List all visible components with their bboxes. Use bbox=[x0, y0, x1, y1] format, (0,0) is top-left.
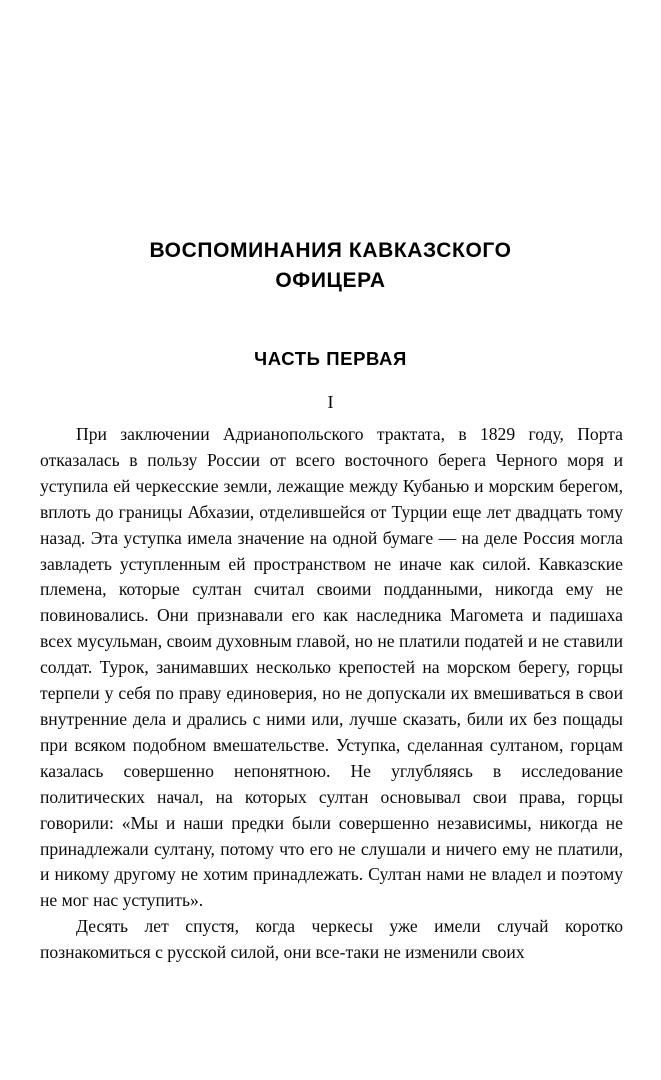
book-title bbox=[0, 0, 661, 296]
paragraph-2: Десять лет спустя, когда черкесы уже имели случай коротко познакомиться с русской силой, они все-таки не изменили своих bbox=[40, 916, 623, 963]
part-heading: ЧАСТЬ ПЕРВАЯ bbox=[254, 348, 407, 369]
chapter-number: I bbox=[327, 392, 334, 412]
body-text bbox=[40, 422, 623, 966]
paragraph-1: При заключении Адрианопольского трактата, в 1829 году, Порта отказалась в пользу России от всего восточного берега Черного моря и уступила ей черкесские земли, лежащие между Кубанью и морским берегом, вплоть до границы Абхазии, отделившейся от Турции еще лет двадцать тому назад. Эта уступка имела значение на одной бумаге — на деле Россия могла завладеть уступленным ей пространством не иначе как силой. Кавказские племена, которые султан считал своими подданными, никогда ему не повиновались. Они признавали его как наследника Магомета и падишаха всех мусульман, своим духовным главой, но не платили податей и не ставили солдат. Турок, занимавших несколько крепостей на морском берегу, горцы терпели у себя по праву единоверия, но не допускали их вмешиваться в свои внутренние дела и дрались с ними или, лучше сказать, били их без пощады при всяком подобном вмешательстве. Уступка, сделанная султаном, горцам казалась совершенно непонятною. Не углубляясь в исследование политических начал, на которых султан основывал свои права, горцы говорили: «Мы и наши предки были совершенно независимы, никогда не принадлежали султану, потому что его не слушали и ничего ему не платили, и никому другому не хотим принадлежать. Султан нами не владел и поэтому не мог нас уступить». bbox=[40, 424, 623, 911]
book-title-line1: ВОСПОМИНАНИЯ КАВКАЗСКОГО bbox=[149, 239, 512, 262]
book-title-line2: ОФИЦЕРА bbox=[275, 269, 386, 292]
